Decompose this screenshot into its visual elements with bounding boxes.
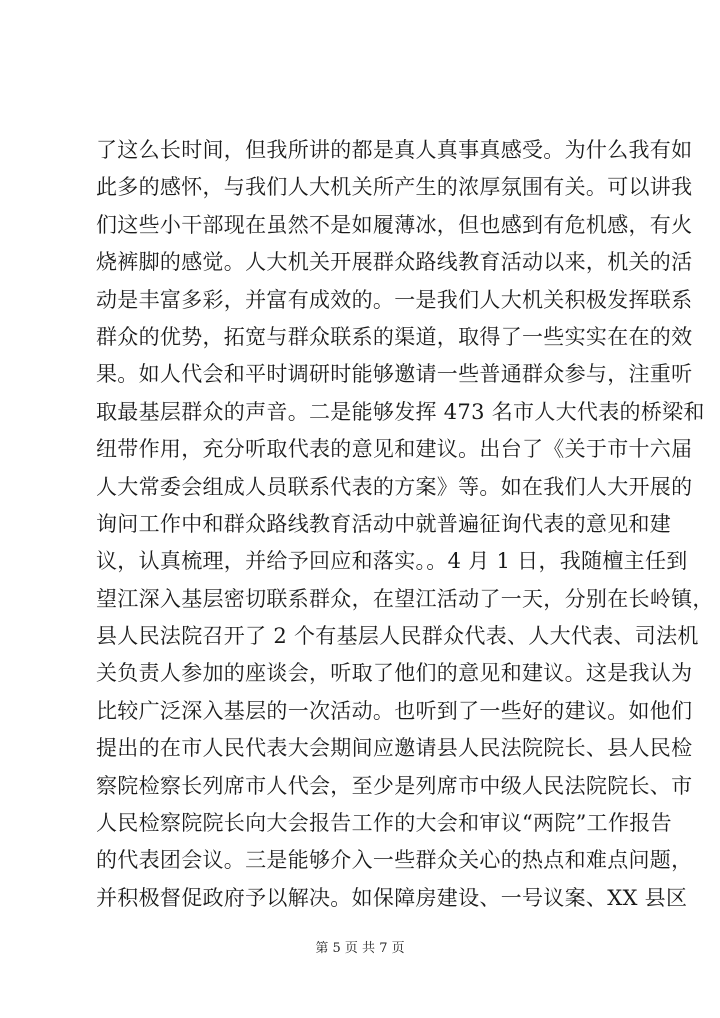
text-line: 烧裤脚的感觉。人大机关开展群众路线教育活动以来，机关的活 (96, 250, 693, 275)
text-line: 动是丰富多彩，并富有成效的。一是我们人大机关积极发挥联系 (96, 287, 693, 312)
text-line: 群众的优势，拓宽与群众联系的渠道，取得了一些实实在在的效 (96, 324, 693, 349)
text-line: 关负责人参加的座谈会，听取了他们的意见和建议。这是我认为 (96, 661, 693, 686)
document-body (96, 132, 714, 917)
text-line: 望江深入基层密切联系群众，在望江活动了一天，分别在长岭镇， (96, 586, 714, 611)
text-line: 人民检察院院长向大会报告工作的大会和审议“两院”工作报告 (96, 811, 672, 836)
text-line: 的代表团会议。三是能够介入一些群众关心的热点和难点问题， (96, 848, 693, 873)
page-number-footer: 第 5 页 共 7 页 (315, 941, 405, 956)
text-line: 了这么长时间，但我所讲的都是真人真事真感受。为什么我有如 (96, 138, 693, 162)
text-line: 询问工作中和群众路线教育活动中就普遍征询代表的意见和建 (96, 511, 672, 536)
text-line: 提出的在市人民代表大会期间应邀请县人民法院院长、县人民检 (96, 736, 693, 761)
text-line: 此多的感怀，与我们人大机关所产生的浓厚氛围有关。可以讲我 (96, 175, 693, 200)
text-line: 察院检察长列席市人代会，至少是列席市中级人民法院院长、市 (96, 773, 693, 798)
text-line: 们这些小干部现在虽然不是如履薄冰，但也感到有危机感，有火 (96, 212, 693, 237)
text-line: 人大常委会组成人员联系代表的方案》等。如在我们人大开展的 (96, 474, 693, 499)
text-line: 果。如人代会和平时调研时能够邀请一些普通群众参与，注重听 (96, 362, 693, 387)
text-line: 取最基层群众的声音。二是能够发挥 473 名市人大代表的桥梁和 (96, 399, 705, 424)
text-line: 纽带作用，充分听取代表的意见和建议。出台了《关于市十六届 (96, 437, 693, 462)
text-line: 县人民法院召开了 2 个有基层人民群众代表、人大代表、司法机 (96, 624, 699, 649)
text-line: 比较广泛深入基层的一次活动。也听到了一些好的建议。如他们 (96, 698, 693, 723)
text-line: 并积极督促政府予以解决。如保障房建设、一号议案、XX 县区 (96, 885, 688, 910)
text-line: 议，认真梳理，并给予回应和落实。。4 月 1 日，我随檀主任到 (96, 549, 688, 574)
